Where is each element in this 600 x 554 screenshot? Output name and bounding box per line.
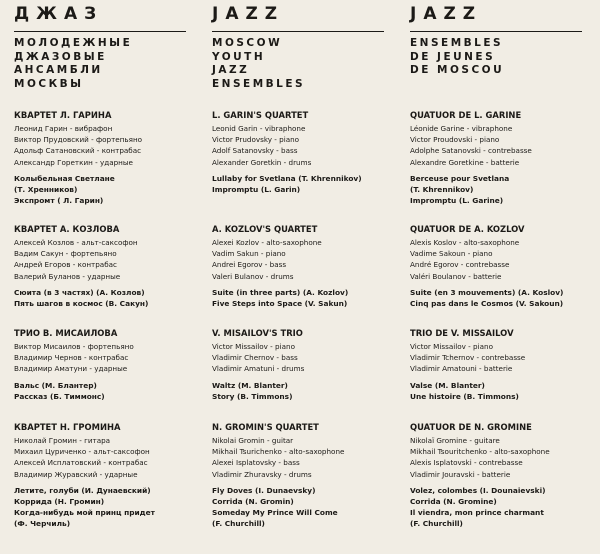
member-line: Vladimir Amatouni - batterie bbox=[410, 364, 513, 374]
ensemble-title: КВАРТЕТ Н. ГРОМИНА bbox=[14, 422, 121, 432]
member-line: Adolf Satanovsky - bass bbox=[212, 146, 298, 156]
member-line: Александр Горeткин - ударные bbox=[14, 157, 133, 167]
member-line: Alexis Isplatovski - contrebasse bbox=[410, 458, 523, 468]
member-line: Nikolai Gromin - guitar bbox=[212, 436, 294, 445]
heading-line: МОЛОДЕЖНЫЕ bbox=[14, 37, 133, 49]
column-russian bbox=[14, 0, 200, 554]
track-line: Valse (M. Blanter) bbox=[410, 380, 485, 390]
track-line: Колыбельная Светлане bbox=[14, 173, 115, 183]
member-line: Николай Громин - гитара bbox=[14, 436, 111, 445]
member-line: Alexei Kozlov - alto-saxophone bbox=[212, 238, 322, 247]
member-line: Nikolaï Gromine - guitare bbox=[410, 436, 500, 445]
track-line: (F. Churchill) bbox=[212, 519, 265, 529]
ensemble-title: A. KOZLOV'S QUARTET bbox=[212, 224, 318, 234]
heading-line: YOUTH bbox=[212, 50, 266, 63]
member-line: Mikhail Tsurichenko - alto-saxophone bbox=[212, 447, 345, 457]
ensemble-gromin bbox=[410, 422, 600, 530]
member-line: Владимир Аматуни - ударные bbox=[14, 364, 128, 374]
member-line: Адольф Сатановский - контрабас bbox=[14, 146, 142, 156]
heading-line: АНСАМБЛИ bbox=[14, 64, 103, 76]
member-line: Alexander Goretkin - drums bbox=[212, 157, 312, 167]
ensemble-title: ТРИО В. МИСАИЛОВА bbox=[14, 328, 118, 338]
language-title: JAZZ bbox=[410, 4, 483, 24]
member-line: Виктор Прудовский - фортепьяно bbox=[14, 135, 143, 145]
track-list bbox=[410, 173, 600, 207]
member-line: Andrei Egorov - bass bbox=[212, 260, 287, 270]
track-list bbox=[410, 485, 600, 530]
track-line: Corrida (N. Gromin) bbox=[212, 497, 294, 507]
ensemble-title: QUATUOR DE N. GROMINE bbox=[410, 422, 532, 432]
track-line: (F. Churchill) bbox=[410, 519, 463, 529]
ensemble-title: L. GARIN'S QUARTET bbox=[212, 110, 309, 120]
member-line: Vladimir Zhuravsky - drums bbox=[212, 469, 312, 479]
ensemble-title: QUATUOR DE A. KOZLOV bbox=[410, 224, 525, 234]
ensemble-garin bbox=[14, 110, 204, 206]
heading-line: JAZZ bbox=[212, 64, 250, 76]
heading-line: ENSEMBLES bbox=[212, 77, 306, 90]
heading-line: МОСКВЫ bbox=[14, 77, 84, 90]
ensemble-title: V. MISAILOV'S TRIO bbox=[212, 328, 303, 338]
collection-heading bbox=[410, 37, 504, 78]
track-list bbox=[410, 380, 600, 402]
ensemble-gromin bbox=[212, 422, 402, 530]
title-rule bbox=[410, 31, 582, 32]
member-line: Alexis Koslov - alto-saxophone bbox=[410, 238, 520, 247]
track-line: Fly Doves (I. Dunaevsky) bbox=[212, 485, 316, 495]
member-line: Vadime Sakoun - piano bbox=[410, 249, 493, 259]
track-line: Someday My Prince Will Come bbox=[212, 508, 338, 518]
track-line: (Т. Хренников) bbox=[14, 185, 78, 195]
track-line: Коррида (Н. Громин) bbox=[14, 497, 105, 507]
member-line: Михаил Цуриченко - альт-саксофон bbox=[14, 447, 150, 457]
title-rule bbox=[14, 31, 186, 32]
member-line: Владимир Чернов - контрабас bbox=[14, 353, 129, 363]
language-title: ДЖАЗ bbox=[14, 4, 104, 24]
track-list bbox=[212, 485, 402, 530]
track-list bbox=[212, 287, 402, 309]
ensemble-title: N. GROMIN'S QUARTET bbox=[212, 422, 319, 432]
collection-heading bbox=[212, 37, 305, 91]
member-line: Андрей Егоров - контрабас bbox=[14, 260, 117, 270]
member-line: Victor Proudovski - piano bbox=[410, 135, 500, 145]
track-line: Impromptu (L. Garin) bbox=[212, 185, 301, 195]
ensemble-misailov bbox=[212, 328, 402, 402]
track-list bbox=[14, 485, 204, 530]
ensemble-gromin bbox=[14, 422, 204, 530]
member-line: Леонид Гарин - вибрафон bbox=[14, 124, 113, 133]
member-line: Vladimir Tchernov - contrebasse bbox=[410, 353, 526, 363]
member-line: Вадим Сакун - фортепьяно bbox=[14, 249, 117, 259]
ensemble-title: QUATUOR DE L. GARINE bbox=[410, 110, 522, 120]
heading-line: DE JEUNES bbox=[410, 50, 496, 63]
member-line: Vadim Sakun - piano bbox=[212, 249, 286, 259]
ensemble-title: КВАРТЕТ Л. ГАРИНА bbox=[14, 110, 112, 120]
ensemble-garin bbox=[212, 110, 402, 195]
heading-line: DE MOSCOU bbox=[410, 64, 505, 76]
member-line: Alexei Isplatovsky - bass bbox=[212, 458, 300, 468]
member-line: Victor Missailov - piano bbox=[212, 342, 295, 351]
member-line: Vladimir Chernov - bass bbox=[212, 353, 298, 363]
track-line: Impromptu (L. Garine) bbox=[410, 196, 504, 206]
heading-line: MOSCOW bbox=[212, 37, 283, 49]
track-line: Летите, голуби (И. Дунаевский) bbox=[14, 485, 151, 495]
member-line: Алексей Козлов - альт-саксофон bbox=[14, 238, 138, 247]
track-line: Waltz (M. Blanter) bbox=[212, 380, 288, 390]
track-line: Cinq pas dans le Cosmos (V. Sakoun) bbox=[410, 299, 564, 309]
track-line: Suite (in three parts) (A. Kozlov) bbox=[212, 287, 349, 297]
member-line: Vladimir Amatuni - drums bbox=[212, 364, 305, 374]
ensemble-misailov bbox=[14, 328, 204, 402]
track-line: Сюита (в 3 частях) (А. Козлов) bbox=[14, 287, 145, 297]
member-line: Vladimir Jouravski - batterie bbox=[410, 469, 511, 479]
member-line: Mikhail Tsouritchenko - alto-saxophone bbox=[410, 447, 550, 457]
ensemble-title: КВАРТЕТ А. КОЗЛОВА bbox=[14, 224, 120, 234]
member-line: Leonid Garin - vibraphone bbox=[212, 124, 306, 133]
track-line: Il viendra, mon prince charmant bbox=[410, 508, 544, 518]
track-line: Une histoire (B. Timmons) bbox=[410, 391, 519, 401]
ensemble-kozlov bbox=[14, 224, 204, 309]
member-line: Léonide Garine - vibraphone bbox=[410, 124, 513, 133]
track-line: Экспромт ( Л. Гарин) bbox=[14, 196, 104, 206]
heading-line: ENSEMBLES bbox=[410, 37, 504, 49]
member-line: Valeri Bulanov - drums bbox=[212, 271, 294, 281]
track-line: Five Steps into Space (V. Sakun) bbox=[212, 299, 348, 309]
track-line: Berceuse pour Svetlana bbox=[410, 173, 510, 183]
track-line: Рассказ (Б. Тиммонс) bbox=[14, 391, 105, 401]
ensemble-misailov bbox=[410, 328, 600, 402]
track-list bbox=[410, 287, 600, 309]
member-line: André Egorov - contrebasse bbox=[410, 260, 510, 270]
member-line: Виктор Мисаилов - фортепьяно bbox=[14, 342, 134, 351]
track-line: Пять шагов в космос (В. Сакун) bbox=[14, 299, 149, 309]
column-french bbox=[410, 0, 596, 554]
title-rule bbox=[212, 31, 384, 32]
member-line: Victor Prudovsky - piano bbox=[212, 135, 300, 145]
track-line: (Ф. Черчиль) bbox=[14, 519, 71, 529]
column-english bbox=[212, 0, 398, 554]
ensemble-kozlov bbox=[212, 224, 402, 309]
track-list bbox=[14, 380, 204, 402]
ensemble-garin bbox=[410, 110, 600, 206]
track-line: Corrida (N. Gromine) bbox=[410, 497, 497, 507]
member-line: Владимир Журавский - ударные bbox=[14, 469, 138, 479]
track-line: (T. Khrennikov) bbox=[410, 185, 474, 195]
track-list bbox=[14, 287, 204, 309]
ensemble-kozlov bbox=[410, 224, 600, 309]
heading-line: ДЖАЗОВЫЕ bbox=[14, 50, 107, 63]
track-line: Volez, colombes (I. Dounaievski) bbox=[410, 485, 546, 495]
track-line: Lullaby for Svetlana (T. Khrennikov) bbox=[212, 173, 362, 183]
member-line: Alexandre Goretkine - batterie bbox=[410, 157, 520, 167]
member-line: Валерий Буланов - ударные bbox=[14, 271, 121, 281]
track-line: Когда-нибудь мой принц придет bbox=[14, 508, 155, 518]
track-list bbox=[14, 173, 204, 207]
track-list bbox=[212, 173, 402, 195]
track-list bbox=[212, 380, 402, 402]
member-line: Алексей Исплатовский - контрабас bbox=[14, 458, 148, 468]
track-line: Story (B. Timmons) bbox=[212, 391, 293, 401]
track-line: Вальс (М. Блантер) bbox=[14, 380, 97, 390]
ensemble-title: TRIO DE V. MISSAILOV bbox=[410, 328, 514, 338]
member-line: Valéri Boulanov - batterie bbox=[410, 271, 502, 281]
language-title: JAZZ bbox=[212, 4, 285, 24]
member-line: Adolphe Satanovski - contrebasse bbox=[410, 146, 532, 156]
track-line: Suite (en 3 mouvements) (A. Koslov) bbox=[410, 287, 564, 297]
collection-heading bbox=[14, 37, 132, 91]
member-line: Victor Missailov - piano bbox=[410, 342, 493, 351]
